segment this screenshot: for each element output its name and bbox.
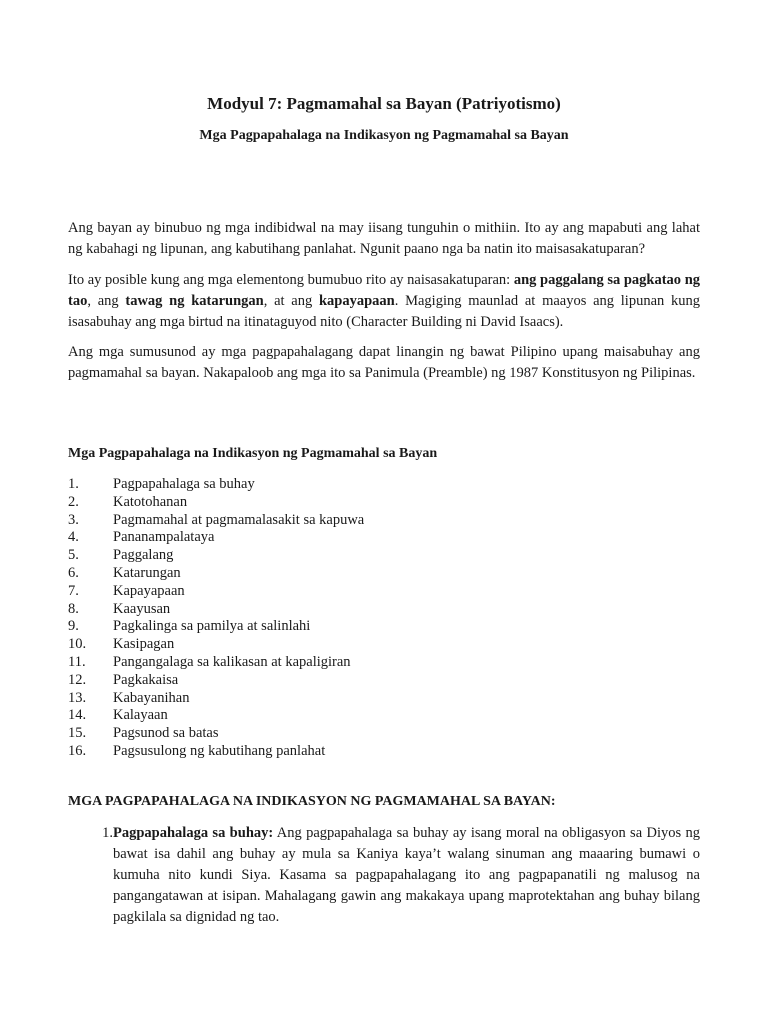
list-item-label: Pananampalataya xyxy=(113,529,215,546)
list-item xyxy=(68,654,700,672)
list-item-number: 7. xyxy=(68,582,79,599)
detail-item-term: Pagpapahalaga sa buhay: xyxy=(113,825,274,841)
list-item-label: Pagpapahalaga sa buhay xyxy=(113,476,255,492)
list-item xyxy=(68,725,700,743)
document-title: Modyul 7: Pagmamahal sa Bayan (Patriyotismo) xyxy=(207,94,561,113)
list-item xyxy=(68,583,700,601)
list-item xyxy=(68,512,700,530)
list-item-label: Paggalang xyxy=(113,547,174,564)
paragraph-elements xyxy=(68,270,700,333)
list-item xyxy=(68,529,700,547)
list-item-number: 5. xyxy=(68,547,79,564)
list-item-number: 12. xyxy=(68,671,87,688)
list-heading: Mga Pagpapahalaga na Indikasyon ng Pagmamahal sa Bayan xyxy=(68,446,438,461)
paragraph-text: , at ang xyxy=(263,293,319,309)
detail-item-number: 1. xyxy=(102,825,113,841)
list-item-label: Kabayanihan xyxy=(113,689,190,706)
list-item-number: 3. xyxy=(68,511,79,528)
list-item-number: 13. xyxy=(68,689,87,706)
bold-phrase: kapayapaan xyxy=(318,293,395,309)
list-item-label: Pagkakaisa xyxy=(113,671,179,688)
bold-phrase: ang paggalang sa pagkatao ng tao xyxy=(68,272,701,309)
list-item xyxy=(68,476,700,494)
paragraph-intro: Ang bayan ay binubuo ng mga indibidwal na may iisang tunguhin o mithiin. Ito ay ang mapabuti ang lahat ng kabahagi ng lipunan, ang kabutihang panlahat. Ngunit paano nga ba natin ito maisasakatuparan? xyxy=(68,220,700,257)
detail-item-body xyxy=(113,823,700,928)
detail-item xyxy=(68,823,700,928)
list-item-number: 16. xyxy=(68,742,87,759)
list-item-number: 4. xyxy=(68,529,79,546)
list-item-label: Pagsunod sa batas xyxy=(113,725,219,742)
list-item-label: Pagsusulong ng kabutihang panlahat xyxy=(113,742,326,759)
list-item-label: Pangangalaga sa kalikasan at kapaligiran xyxy=(113,653,351,670)
list-item-label: Katarungan xyxy=(113,564,181,581)
list-item-number: 15. xyxy=(68,725,87,742)
list-item-number: 6. xyxy=(68,564,79,581)
paragraph-preamble: Ang mga sumusunod ay mga pagpapahalagang dapat linangin ng bawat Pilipino upang maisabuhay ang pagmamahal sa bayan. Nakapaloob ang mga ito sa Panimula (Preamble) ng 1987 Konstitusyon ng Pilipinas. xyxy=(68,344,700,381)
list-item xyxy=(68,743,700,761)
list-item-label: Pagmamahal at pagmamalasakit sa kapuwa xyxy=(113,511,365,528)
list-item-number: 8. xyxy=(68,600,79,617)
list-item-label: Kalayaan xyxy=(113,707,168,724)
list-item-number: 2. xyxy=(68,493,79,510)
list-item-number: 10. xyxy=(68,636,87,653)
list-item xyxy=(68,618,700,636)
detail-item-text: Ang pagpapahalaga sa buhay ay isang moral na obligasyon sa Diyos ng bawat isa dahil ang buhay ay mula sa Kaniya kaya’t walang sinuman ang maaaring bumawi o kumuha nito kundi Siya. Kasama sa pagpapahalagang ito ang pagpapanatili ng malusog na pangangatawan at isipan. Mahalagang gawin ang makakaya upang maprotektahan ang buhay bilang pagkilala sa dignidad ng tao. xyxy=(113,825,700,925)
list-item-number: 11. xyxy=(68,653,86,670)
list-item-number: 14. xyxy=(68,707,87,724)
list-item-label: Kasipagan xyxy=(113,636,175,653)
list-item xyxy=(68,565,700,583)
list-item xyxy=(68,672,700,690)
values-list xyxy=(68,476,700,761)
list-item xyxy=(68,494,700,512)
list-item-number: 9. xyxy=(68,618,79,635)
list-item-label: Pagkalinga sa pamilya at salinlahi xyxy=(113,618,311,635)
list-item xyxy=(68,601,700,619)
bold-phrase: tawag ng katarungan xyxy=(125,293,264,309)
list-item xyxy=(68,636,700,654)
list-item-label: Kapayapaan xyxy=(113,582,185,599)
section-heading-caps: MGA PAGPAPAHALAGA NA INDIKASYON NG PAGMAMAHAL SA BAYAN: xyxy=(68,794,556,809)
list-item xyxy=(68,690,700,708)
list-item-number: 1. xyxy=(68,476,79,492)
list-item xyxy=(68,547,700,565)
list-item-label: Kaayusan xyxy=(113,600,171,617)
paragraph-text: . Magiging maunlad at maayos ang lipunan kung isasabuhay ang mga birtud na itinataguyod nito (Character Building ni David Isaacs). xyxy=(68,293,700,330)
list-item-label: Katotohanan xyxy=(113,493,188,510)
list-item xyxy=(68,707,700,725)
paragraph-text: Ito ay posible kung ang mga elementong bumubuo rito ay naisasakatuparan: xyxy=(68,272,514,288)
paragraph-text: , ang xyxy=(87,293,126,309)
document-subtitle: Mga Pagpapahalaga na Indikasyon ng Pagmamahal sa Bayan xyxy=(199,128,569,143)
